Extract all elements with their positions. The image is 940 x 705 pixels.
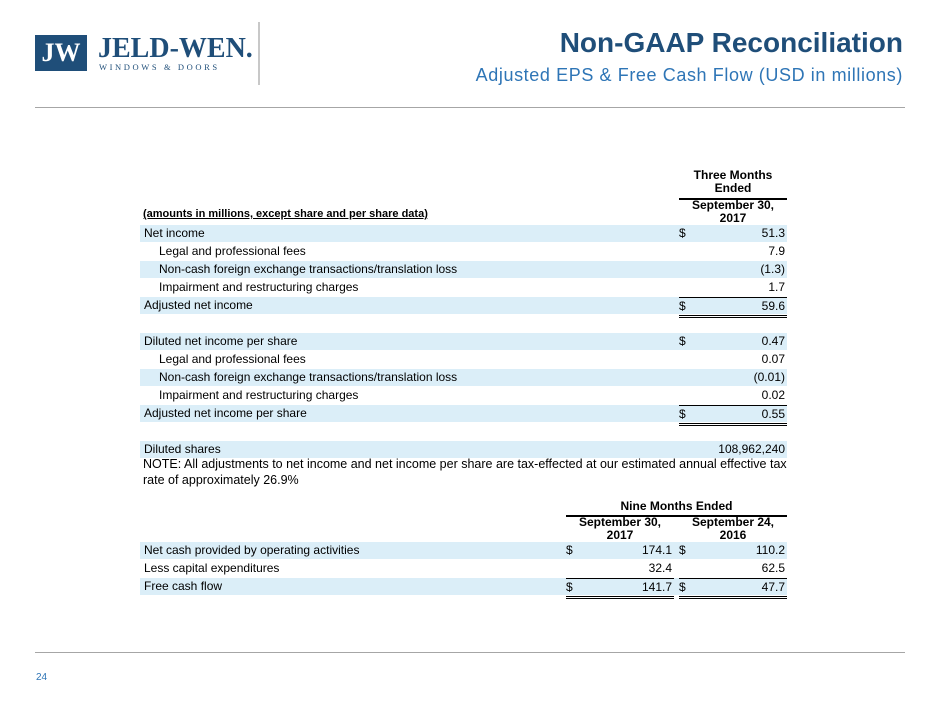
page-number: 24 — [36, 672, 48, 683]
row-label: Non-cash foreign exchange transactions/translation loss — [159, 370, 458, 384]
row-label: Net cash provided by operating activities — [144, 543, 360, 557]
double-underline — [679, 423, 787, 426]
double-underline — [679, 315, 787, 318]
row-value: 108,962,240 — [718, 442, 785, 456]
table-row — [140, 542, 787, 559]
dollar-sign: $ — [566, 543, 573, 557]
jw-logo-mark: JW — [35, 35, 87, 71]
dollar-sign: $ — [679, 334, 686, 348]
row-label: Diluted shares — [144, 442, 221, 456]
table-row — [140, 279, 787, 296]
row-value: 51.3 — [761, 226, 785, 240]
row-value: 0.07 — [761, 352, 785, 366]
dollar-sign: $ — [679, 543, 686, 557]
row-value: 0.02 — [761, 388, 785, 402]
row-label: Less capital expenditures — [144, 561, 280, 575]
bottom-rule — [35, 652, 905, 653]
row-value: 47.7 — [761, 580, 785, 594]
amounts-note: (amounts in millions, except share and per share data) — [143, 208, 428, 220]
dollar-sign: $ — [679, 407, 686, 421]
brand-name: JELD-WEN. — [98, 33, 253, 64]
table1-column-header: September 30, 2017 — [679, 199, 787, 230]
table2-column-header-2: September 24, 2016 — [679, 516, 787, 547]
table-row — [140, 333, 787, 350]
table-row — [140, 387, 787, 404]
row-value: 141.7 — [641, 580, 672, 594]
header-divider — [258, 22, 260, 85]
row-value: 1.7 — [768, 280, 785, 294]
row-value: (0.01) — [753, 370, 785, 384]
row-value: 110.2 — [755, 543, 785, 557]
free-cash-flow-table — [140, 542, 787, 602]
row-value: 32.4 — [648, 561, 672, 575]
table-row — [140, 297, 787, 314]
tax-note: NOTE: All adjustments to net income and net income per share are tax-effected at our estimated annual effective tax rate of approximately 26.9% — [143, 457, 787, 487]
table-row — [140, 369, 787, 386]
double-underline — [566, 596, 674, 599]
table-row — [140, 578, 787, 595]
top-rule — [35, 107, 905, 108]
table-row — [140, 243, 787, 260]
row-value: 7.9 — [768, 244, 785, 258]
row-value: (1.3) — [760, 262, 785, 276]
table-row — [140, 405, 787, 422]
row-value: 0.47 — [761, 334, 785, 348]
dollar-sign: $ — [679, 226, 686, 240]
dollar-sign: $ — [566, 580, 573, 594]
dollar-sign: $ — [679, 580, 686, 594]
table2-group-header: Nine Months Ended — [566, 500, 787, 517]
table-row — [140, 351, 787, 368]
row-label: Adjusted net income per share — [144, 406, 307, 420]
row-label: Impairment and restructuring charges — [159, 280, 359, 294]
row-label: Adjusted net income — [144, 298, 253, 312]
row-value: 0.55 — [761, 407, 785, 421]
page-subtitle: Adjusted EPS & Free Cash Flow (USD in millions) — [475, 65, 903, 85]
table-row — [140, 261, 787, 278]
brand-tagline: WINDOWS & DOORS — [99, 62, 220, 72]
table1-group-header: Three Months Ended — [679, 169, 787, 200]
adjusted-eps-table — [140, 225, 787, 459]
row-label: Legal and professional fees — [159, 352, 306, 366]
table-row — [140, 560, 787, 577]
table-row — [140, 225, 787, 242]
row-label: Impairment and restructuring charges — [159, 388, 359, 402]
row-label: Non-cash foreign exchange transactions/translation loss — [159, 262, 458, 276]
double-underline — [679, 596, 787, 599]
row-label: Free cash flow — [144, 579, 223, 593]
page-title: Non-GAAP Reconciliation — [559, 27, 903, 58]
row-value: 62.5 — [761, 561, 785, 575]
dollar-sign: $ — [679, 299, 686, 313]
row-label: Legal and professional fees — [159, 244, 306, 258]
row-value: 174.1 — [641, 543, 672, 557]
table2-column-header-1: September 30, 2017 — [566, 516, 674, 547]
row-value: 59.6 — [761, 299, 785, 313]
row-label: Diluted net income per share — [144, 334, 298, 348]
row-label: Net income — [144, 226, 205, 240]
